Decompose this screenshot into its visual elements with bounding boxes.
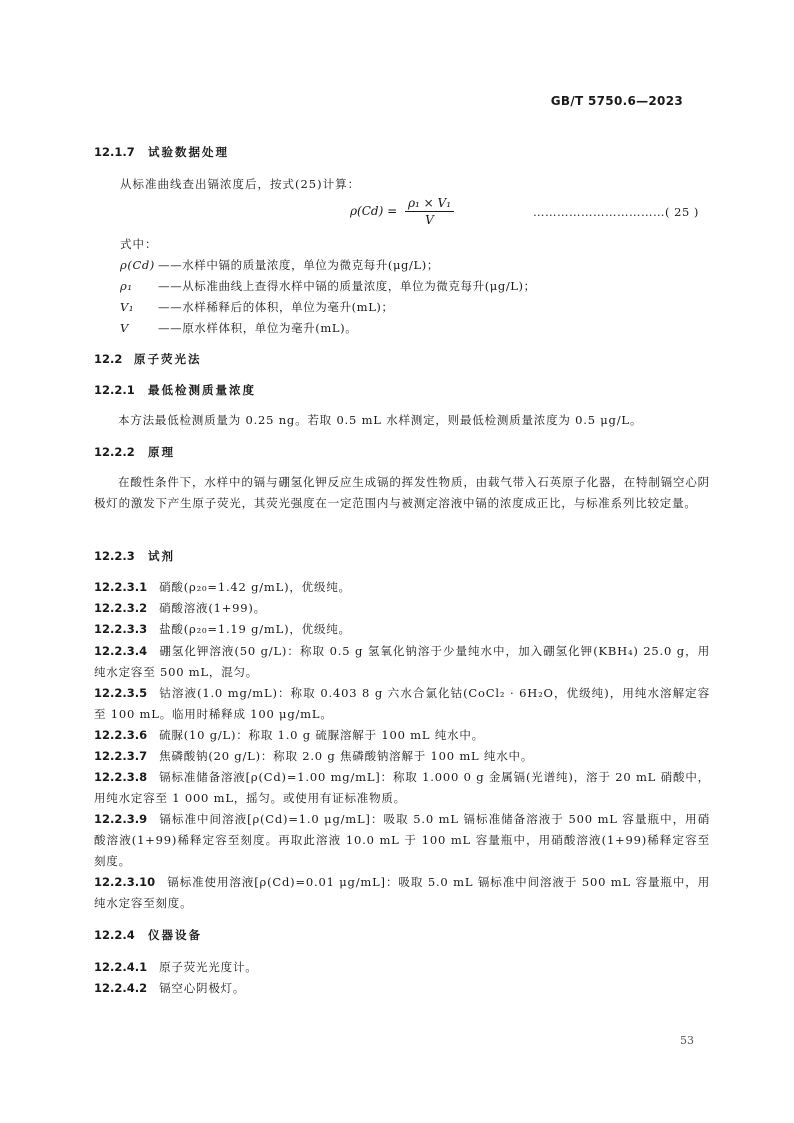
definition-row: [120, 278, 536, 294]
reagent-item: [94, 746, 710, 767]
reagent-item: [94, 577, 710, 598]
section-heading-12-1-7: [94, 144, 229, 160]
item-number: 12.2.3.3: [94, 622, 148, 636]
page-number: 53: [680, 1034, 694, 1047]
reagent-item: [94, 725, 710, 746]
section-title: 原理: [148, 445, 175, 459]
section-number: 12.2.3: [94, 549, 135, 563]
item-number: 12.2.3.7: [94, 749, 148, 763]
item-text: 硝酸溶液(1+99)。: [159, 601, 266, 615]
paragraph-min-detection: 本方法最低检测质量为 0.25 ng。若取 0.5 mL 水样测定，则最低检测质量浓度为 0.5 μg/L。: [118, 413, 643, 427]
definition-row: [120, 257, 439, 273]
item-number: 12.2.4.1: [94, 960, 148, 974]
section-title: 最低检测质量浓度: [148, 383, 256, 397]
reagent-item: [94, 619, 710, 640]
item-text: 镉标准中间溶液[ρ(Cd)=1.0 μg/mL]：吸取 5.0 mL 镉标准储备溶液于 500 mL 容量瓶中，用硝酸溶液(1+99)稀释定容至刻度。再取此溶液 10.0 mL 于 100 mL 容量瓶中，用硝酸溶液(1+99)稀释定容至刻度。: [94, 812, 710, 868]
definition-row: [120, 299, 394, 315]
standard-code: GB/T 5750.6—2023: [550, 94, 683, 108]
item-number: 12.2.3.6: [94, 728, 148, 742]
item-number: 12.2.3.9: [94, 812, 148, 826]
item-text: 硫脲(10 g/L)：称取 1.0 g 硫脲溶解于 100 mL 纯水中。: [159, 728, 484, 742]
equation-number-line: [533, 205, 699, 219]
section-title: 仪器设备: [148, 928, 202, 942]
section-title: 试验数据处理: [148, 145, 229, 159]
where-label: 式中：: [120, 237, 158, 251]
item-number: 12.2.3.10: [94, 875, 156, 889]
item-number: 12.2.3.5: [94, 686, 148, 700]
section-heading-12-2-4: [94, 927, 202, 943]
item-number: 12.2.3.1: [94, 580, 148, 594]
equation-leader-dots: ……………………………: [533, 205, 665, 219]
reagent-item: [94, 872, 710, 914]
section-number: 12.2: [94, 352, 123, 366]
item-text: 焦磷酸钠(20 g/L)：称取 2.0 g 焦磷酸钠溶解于 100 mL 纯水中。: [159, 749, 534, 763]
formula-numerator: ρ₁ × V₁: [405, 196, 454, 212]
equation-number: ( 25 ): [665, 205, 699, 219]
definition-symbol: V₁: [120, 300, 135, 314]
section-title: 试剂: [148, 549, 175, 563]
item-text: 原子荧光光度计。: [159, 960, 258, 974]
section-number: 12.2.1: [94, 383, 135, 397]
definition-symbol: V: [120, 321, 129, 335]
item-text: 硝酸(ρ₂₀=1.42 g/mL)，优级纯。: [159, 580, 351, 594]
item-text: 钴溶液(1.0 mg/mL)：称取 0.403 8 g 六水合氯化钴(CoCl₂ · 6H₂O，优级纯)，用纯水溶解定容至 100 mL。临用时稀释成 100 μg/mL。: [94, 686, 710, 721]
definition-row: [120, 320, 357, 336]
item-text: 镉标准储备溶液[ρ(Cd)=1.00 mg/mL]：称取 1.000 0 g 金属镉(光谱纯)，溶于 20 mL 硝酸中，用纯水定容至 1 000 mL，摇匀。或使用有证标准物质。: [94, 770, 710, 805]
definition-text: ——从标准曲线上查得水样中镉的质量浓度，单位为微克每升(μg/L)；: [158, 279, 536, 293]
reagent-item: [94, 809, 710, 872]
section-number: 12.2.2: [94, 445, 135, 459]
item-text: 镉标准使用溶液[ρ(Cd)=0.01 μg/mL]：吸取 5.0 mL 镉标准中间溶液于 500 mL 容量瓶中，用纯水定容至刻度。: [94, 875, 710, 910]
section-heading-12-2-1: [94, 382, 256, 398]
definition-symbol: ρ₁: [120, 279, 133, 293]
definition-symbol: ρ(Cd): [120, 258, 155, 272]
section-number: 12.1.7: [94, 145, 135, 159]
paragraph-principle: 在酸性条件下，水样中的镉与硼氢化钾反应生成镉的挥发性物质，由载气带入石英原子化器，在特制镉空心阴极灯的激发下产生原子荧光，其荧光强度在一定范围内与被测定溶液中镉的浓度成正比，与标准系列比较定量。: [94, 475, 710, 510]
reagent-item: [94, 767, 710, 809]
item-text: 镉空心阴极灯。: [159, 981, 246, 995]
formula-intro: 从标准曲线查出镉浓度后，按式(25)计算：: [120, 177, 361, 191]
section-title: 原子荧光法: [134, 352, 202, 366]
item-number: 12.2.3.8: [94, 770, 148, 784]
section-heading-12-2-3: [94, 548, 175, 564]
definition-text: ——水样稀释后的体积，单位为毫升(mL)；: [158, 300, 394, 314]
section-heading-12-2: [94, 351, 202, 367]
item-number: 12.2.4.2: [94, 981, 148, 995]
formula-25: [350, 196, 454, 227]
formula-fraction: [405, 196, 454, 227]
section-number: 12.2.4: [94, 928, 135, 942]
equipment-item: [94, 978, 710, 999]
formula-lhs: ρ(Cd) =: [350, 204, 398, 218]
item-number: 12.2.3.4: [94, 644, 148, 658]
item-text: 盐酸(ρ₂₀=1.19 g/mL)，优级纯。: [159, 622, 351, 636]
equipment-item: [94, 957, 710, 978]
formula-denominator: V: [425, 213, 434, 227]
item-number: 12.2.3.2: [94, 601, 148, 615]
section-heading-12-2-2: [94, 444, 175, 460]
reagent-item: [94, 598, 710, 619]
definition-text: ——原水样体积，单位为毫升(mL)。: [158, 321, 358, 335]
reagent-item: [94, 683, 710, 725]
definition-text: ——水样中镉的质量浓度，单位为微克每升(μg/L)；: [158, 258, 439, 272]
reagent-item: [94, 641, 710, 683]
item-text: 硼氢化钾溶液(50 g/L)：称取 0.5 g 氢氧化钠溶于少量纯水中，加入硼氢化钾(KBH₄) 25.0 g，用纯水定容至 500 mL，混匀。: [94, 644, 710, 679]
